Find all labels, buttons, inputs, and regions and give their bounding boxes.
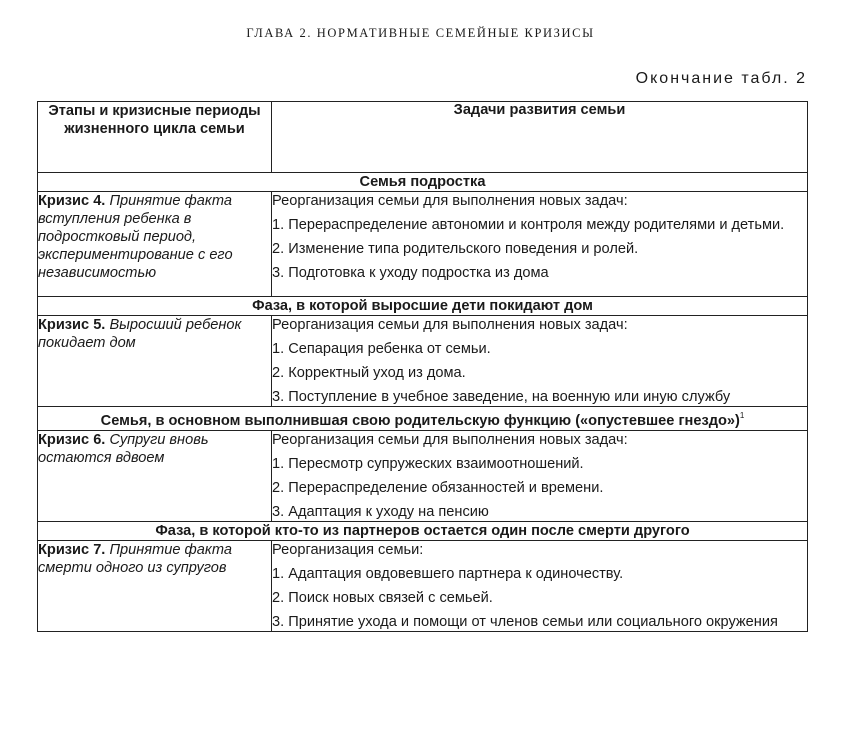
crisis-row-7 (38, 541, 808, 632)
column-header-tasks: Задачи развития семьи (272, 102, 808, 173)
section-title-text: Фаза, в которой выросшие дети покидают дом (252, 298, 593, 314)
crisis-row-4 (38, 192, 808, 297)
task-item: 1. Сепарация ребенка от семьи. (272, 341, 491, 357)
crisis-description: Выросший ребенок покидает дом (38, 317, 242, 351)
section-row-4 (38, 522, 808, 541)
section-title-text: Семья подростка (359, 174, 486, 190)
section-title (38, 297, 808, 316)
section-row-2 (38, 297, 808, 316)
task-item: 1. Пересмотр супружеских взаимоотношений. (272, 456, 584, 472)
running-head: ГЛАВА 2. НОРМАТИВНЫЕ СЕМЕЙНЫЕ КРИЗИСЫ (246, 26, 595, 40)
tasks-cell (272, 316, 808, 407)
section-title-text: Семья, в основном выполнившая свою родительскую функцию («опустевшее гнездо») (100, 413, 740, 429)
stage-cell (38, 192, 272, 297)
crisis-description: Супруги вновь остаются вдвоем (38, 432, 209, 466)
task-item: 1. Перераспределение автономии и контроля между родителями и детьми. (272, 217, 785, 233)
section-row-3 (38, 407, 808, 431)
crisis-row-5 (38, 316, 808, 407)
footnote-marker: 1 (739, 411, 745, 420)
task-item: 2. Поиск новых связей с семьей. (272, 590, 493, 606)
column-header-stage: Этапы и кризисные периоды жизненного цикла семьи (38, 102, 272, 173)
table-header-row (38, 102, 808, 173)
task-item: 3. Подготовка к уходу подростка из дома (272, 265, 549, 281)
task-item: 3. Поступление в учебное заведение, на военную или иную службу (272, 389, 731, 405)
task-intro: Реорганизация семьи для выполнения новых задач: (272, 193, 628, 209)
crisis-label: Кризис 4. (38, 193, 106, 209)
task-intro: Реорганизация семьи: (272, 542, 424, 558)
tasks-cell (272, 541, 808, 632)
task-intro: Реорганизация семьи для выполнения новых задач: (272, 317, 628, 333)
stage-cell (38, 431, 272, 522)
task-intro: Реорганизация семьи для выполнения новых задач: (272, 432, 628, 448)
section-title-text: Фаза, в которой кто-то из партнеров остается один после смерти другого (155, 523, 690, 539)
task-item: 2. Изменение типа родительского поведения и ролей. (272, 241, 639, 257)
tasks-cell (272, 192, 808, 297)
task-item: 2. Корректный уход из дома. (272, 365, 466, 381)
stage-cell (38, 316, 272, 407)
section-title (38, 173, 808, 192)
crisis-label: Кризис 7. (38, 542, 106, 558)
task-item: 3. Принятие ухода и помощи от членов семьи или социального окружения (272, 614, 778, 630)
tasks-cell (272, 431, 808, 522)
crisis-row-6 (38, 431, 808, 522)
table-caption: Окончание табл. 2 (635, 70, 807, 87)
task-item: 2. Перераспределение обязанностей и времени. (272, 480, 604, 496)
section-row-1 (38, 173, 808, 192)
task-item: 3. Адаптация к уходу на пенсию (272, 504, 489, 520)
stage-cell (38, 541, 272, 632)
section-title (38, 522, 808, 541)
task-item: 1. Адаптация овдовевшего партнера к одиночеству. (272, 566, 624, 582)
crisis-label: Кризис 6. (38, 432, 106, 448)
crisis-description: Принятие факта вступления ребенка в подростковый период, экспериментирование с его независимостью (38, 193, 233, 281)
crisis-description: Принятие факта смерти одного из супругов (38, 542, 232, 576)
section-title (38, 407, 808, 431)
crisis-label: Кризис 5. (38, 317, 106, 333)
family-crises-table (37, 101, 808, 632)
